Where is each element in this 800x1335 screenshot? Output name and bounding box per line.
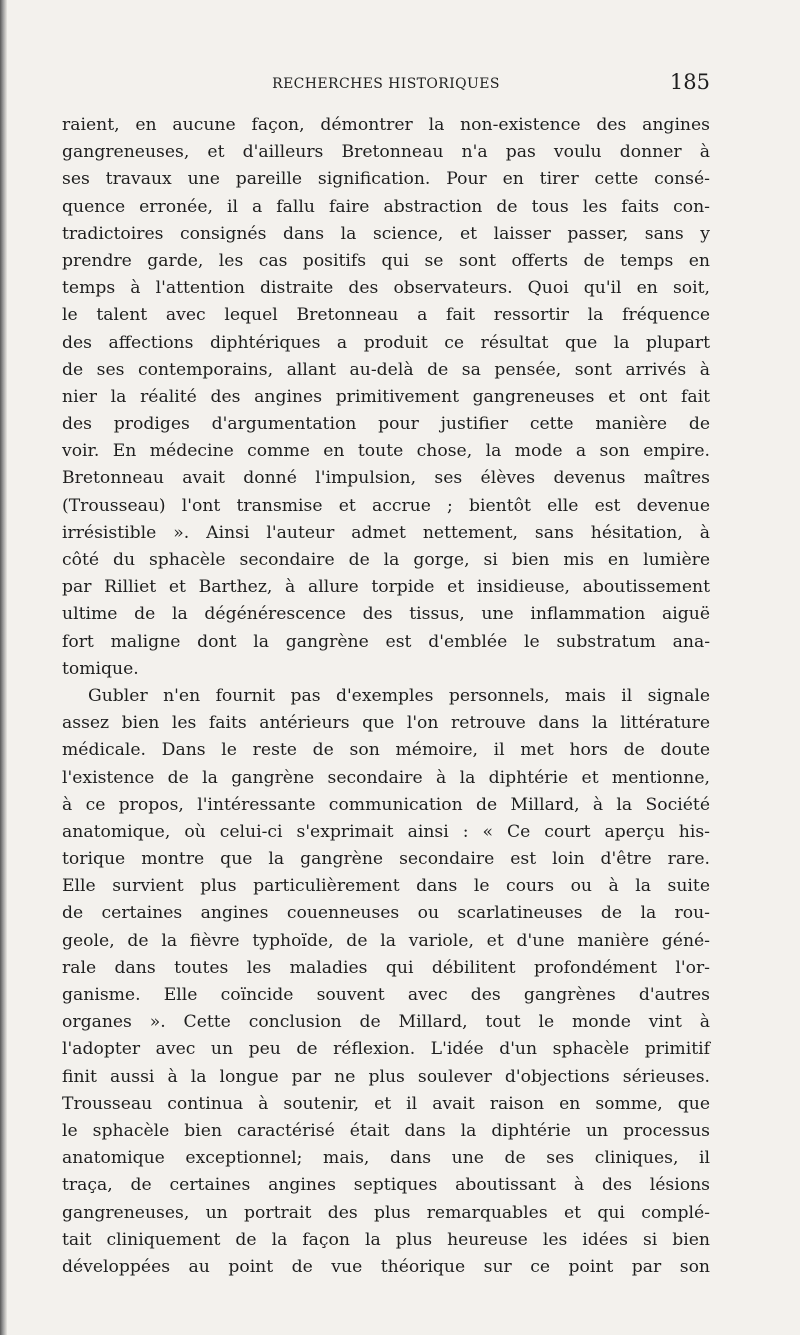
text-line: à ce propos, l'intéressante communication de Millard, à la Société — [62, 794, 710, 815]
text-line: geole, de la fièvre typhoïde, de la variole, et d'une manière géné- — [62, 930, 710, 951]
text-line: organes ». Cette conclusion de Millard, tout le monde vint à — [62, 1012, 710, 1033]
text-line: tait cliniquement de la façon la plus heureuse les idées si bien — [62, 1229, 710, 1250]
text-line: Trousseau continua à soutenir, et il avait raison en somme, que — [62, 1093, 710, 1114]
text-line: raient, en aucune façon, démontrer la non-existence des angines — [62, 115, 710, 135]
text-line: traça, de certaines angines septiques aboutissant à des lésions — [62, 1175, 710, 1196]
text-line: anatomique exceptionnel; mais, dans une de ses cliniques, il — [62, 1148, 710, 1169]
text-line: par Rilliet et Barthez, à allure torpide et insidieuse, aboutissement — [62, 577, 710, 598]
paragraph-start-line: Gubler n'en fournit pas d'exemples personnels, mais il signale — [88, 685, 710, 706]
text-line: temps à l'attention distraite des observateurs. Quoi qu'il en soit, — [62, 278, 710, 299]
page-binding-edge — [0, 0, 7, 1335]
text-line: ganisme. Elle coïncide souvent avec des gangrènes d'autres — [62, 985, 710, 1005]
page-number: 185 — [669, 70, 710, 94]
text-line: ultime de la dégénérescence des tissus, une inflammation aiguë — [62, 604, 710, 625]
text-line: nier la réalité des angines primitivement gangreneuses et ont fait — [62, 386, 710, 407]
text-line: côté du sphacèle secondaire de la gorge, si bien mis en lumière — [62, 550, 710, 570]
paragraph-end-line: tomique. — [62, 658, 139, 679]
text-line: gangreneuses, un portrait des plus remarquables et qui complé- — [62, 1202, 710, 1223]
text-line: tradictoires consignés dans la science, et laisser passer, sans y — [62, 223, 710, 244]
text-line: des affections diphtériques a produit ce résultat que la plupart — [62, 332, 710, 353]
text-line: quence erronée, il a fallu faire abstraction de tous les faits con- — [62, 196, 710, 217]
text-line: développées au point de vue théorique sur ce point par son — [62, 1256, 710, 1277]
text-line: (Trousseau) l'ont transmise et accrue ; bientôt elle est devenue — [62, 495, 710, 516]
text-line: assez bien les faits antérieurs que l'on retrouve dans la littérature — [62, 713, 710, 734]
text-line: l'existence de la gangrène secondaire à la diphtérie et mentionne, — [62, 767, 710, 788]
text-line: voir. En médecine comme en toute chose, la mode a son empire. — [62, 441, 710, 462]
text-line: irrésistible ». Ainsi l'auteur admet nettement, sans hésitation, à — [62, 522, 710, 543]
text-line: gangreneuses, et d'ailleurs Bretonneau n'a pas voulu donner à — [62, 142, 710, 163]
text-line: finit aussi à la longue par ne plus soulever d'objections sérieuses. — [62, 1066, 710, 1087]
text-line: fort maligne dont la gangrène est d'emblée le substratum ana- — [62, 631, 710, 652]
text-line: des prodiges d'argumentation pour justifier cette manière de — [62, 414, 710, 435]
body-text — [62, 112, 710, 1281]
text-line: le sphacèle bien caractérisé était dans la diphtérie un processus — [62, 1120, 710, 1141]
text-line: médicale. Dans le reste de son mémoire, il met hors de doute — [62, 740, 710, 761]
text-line: le talent avec lequel Bretonneau a fait ressortir la fréquence — [62, 305, 710, 326]
text-line: de certaines angines couenneuses ou scarlatineuses de la rou- — [62, 903, 710, 924]
text-line: anatomique, où celui-ci s'exprimait ainsi : « Ce court aperçu his- — [62, 821, 710, 842]
text-line: de ses contemporains, allant au-delà de sa pensée, sont arrivés à — [62, 359, 710, 380]
text-line: torique montre que la gangrène secondaire est loin d'être rare. — [62, 849, 710, 870]
text-line: Bretonneau avait donné l'impulsion, ses élèves devenus maîtres — [62, 468, 710, 489]
text-line: rale dans toutes les maladies qui débilitent profondément l'or- — [62, 957, 710, 978]
running-title: RECHERCHES HISTORIQUES — [272, 76, 500, 92]
running-header — [62, 70, 710, 100]
text-line: prendre garde, les cas positifs qui se sont offerts de temps en — [62, 250, 710, 271]
text-line: l'adopter avec un peu de réflexion. L'idée d'un sphacèle primitif — [62, 1039, 710, 1060]
text-line: ses travaux une pareille signification. Pour en tirer cette consé- — [62, 169, 710, 190]
text-line: Elle survient plus particulièrement dans le cours ou à la suite — [62, 876, 710, 897]
